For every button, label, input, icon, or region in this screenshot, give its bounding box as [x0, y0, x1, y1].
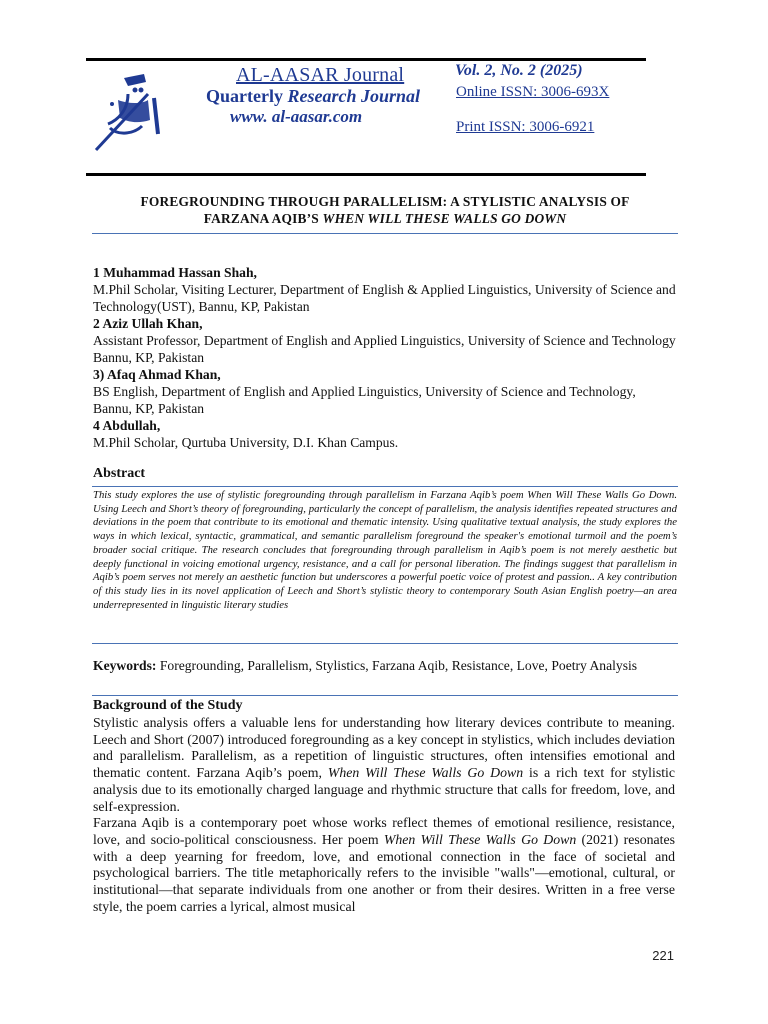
abstract-heading: Abstract — [93, 466, 146, 481]
keywords-divider — [92, 695, 678, 696]
paragraph: Stylistic analysis offers a valuable lens for understanding how literary devices contribute to meaning. Leech and Short (2007) introduced foregrounding as a key concept in stylistics, which includes deviation and parallelism. Parallelism, as a repetition of linguistic structures, often intensifies emotional and thematic content. Farzana Aqib’s poem, When Will These Walls Go Down is a rich text for stylistic analysis due to its emotionally charged language and rhythmic structure that calls for freedom, love, and self-expression. — [93, 715, 675, 814]
author-name: 2 Aziz Ullah Khan, — [93, 316, 203, 331]
header-bottom-rule — [86, 173, 646, 176]
title-line-1: FOREGROUNDING THROUGH PARALLELISM: A STYLISTIC ANALYSIS OF — [140, 194, 630, 209]
abstract-top-divider — [92, 486, 678, 487]
print-issn: Print ISSN: 3006-6921 — [456, 119, 595, 135]
section-heading: Background of the Study — [93, 698, 243, 713]
journal-name: AL-AASAR Journal — [236, 64, 405, 86]
author-name: 3) Afaq Ahmad Khan, — [93, 367, 221, 382]
abstract-text: This study explores the use of stylistic foregrounding through parallelism in Farzana Aqib’s poem When Will These Walls Go Down. Using Leech and Short’s theory of foregrounding, particularly the concept of parallelism, the analysis identifies repeated structures and deviations in the poem that contribute to its emotional and thematic intensity. Using qualitative textual analysis, the study explores the ways in which lexical, syntactic, grammatical, and semantic parallelism foreground the speaker's emotional turmoil and the poem’s broader social critique. The research concludes that foregrounding through parallelism in Aqib’s poem is not merely aesthetic but deeply functional in voicing emotional urgency, resistance, and a call for personal liberation. The findings suggest that parallelism in Aqib’s poem serves not merely an aesthetic function but underscores a powerful poetic voice of protest and passion.. A key contribution of this study lies in its novel application of Leech and Short’s stylistic theory to contemporary South Asian English poetry—an area underrepresented in linguistic literary studies — [93, 489, 677, 611]
paragraph: Farzana Aqib is a contemporary poet whose works reflect themes of emotional resilience, resistance, love, and socio-political consciousness. Her poem When Will These Walls Go Down (2021) resonates with a deep yearning for freedom, love, and emotional connection in the face of societal and psychological barriers. The title metaphorically refers to the invisible "walls"—emotional, cultural, or institutional—that separate individuals from one another or from their desires. Written in a free verse style, the poem carries a lyrical, almost musical — [93, 815, 675, 914]
paper-title — [92, 193, 678, 227]
keywords — [93, 657, 677, 675]
volume-label: Vol. 2, No. 2 (2025) — [455, 62, 583, 79]
author-affiliation: M.Phil Scholar, Visiting Lecturer, Department of English & Applied Linguistics, University of Science and Technology(UST), Bannu, KP, Pakistan — [93, 282, 676, 314]
body-text — [93, 715, 675, 915]
journal-subtitle: Quarterly Research Journal — [206, 86, 421, 106]
author-affiliation: Assistant Professor, Department of English and Applied Linguistics, University of Science and Technology Bannu, KP, Pakistan — [93, 333, 676, 365]
online-issn: Online ISSN: 3006-693X — [456, 84, 610, 100]
author-name: 4 Abdullah, — [93, 418, 161, 433]
author-affiliation: M.Phil Scholar, Qurtuba University, D.I. Khan Campus. — [93, 435, 399, 450]
logo-text: أثار — [98, 84, 100, 85]
journal-logo — [88, 64, 174, 156]
abstract-bottom-divider — [92, 643, 678, 644]
keywords-label: Keywords: — [93, 658, 157, 673]
page-number: 221 — [652, 948, 674, 963]
header-top-rule — [86, 58, 646, 61]
keywords-list: Foregrounding, Parallelism, Stylistics, Farzana Aqib, Resistance, Love, Poetry Analysis — [156, 658, 638, 673]
title-line-2: FARZANA AQIB’S WHEN WILL THESE WALLS GO DOWN — [203, 211, 567, 226]
author-name: 1 Muhammad Hassan Shah, — [93, 265, 257, 280]
author-affiliation: BS English, Department of English and Applied Linguistics, University of Science and Technology, Bannu, KP, Pakistan — [93, 384, 636, 416]
journal-website[interactable]: www. al-aasar.com — [230, 107, 363, 126]
author-list — [93, 264, 677, 451]
title-divider — [92, 233, 678, 234]
